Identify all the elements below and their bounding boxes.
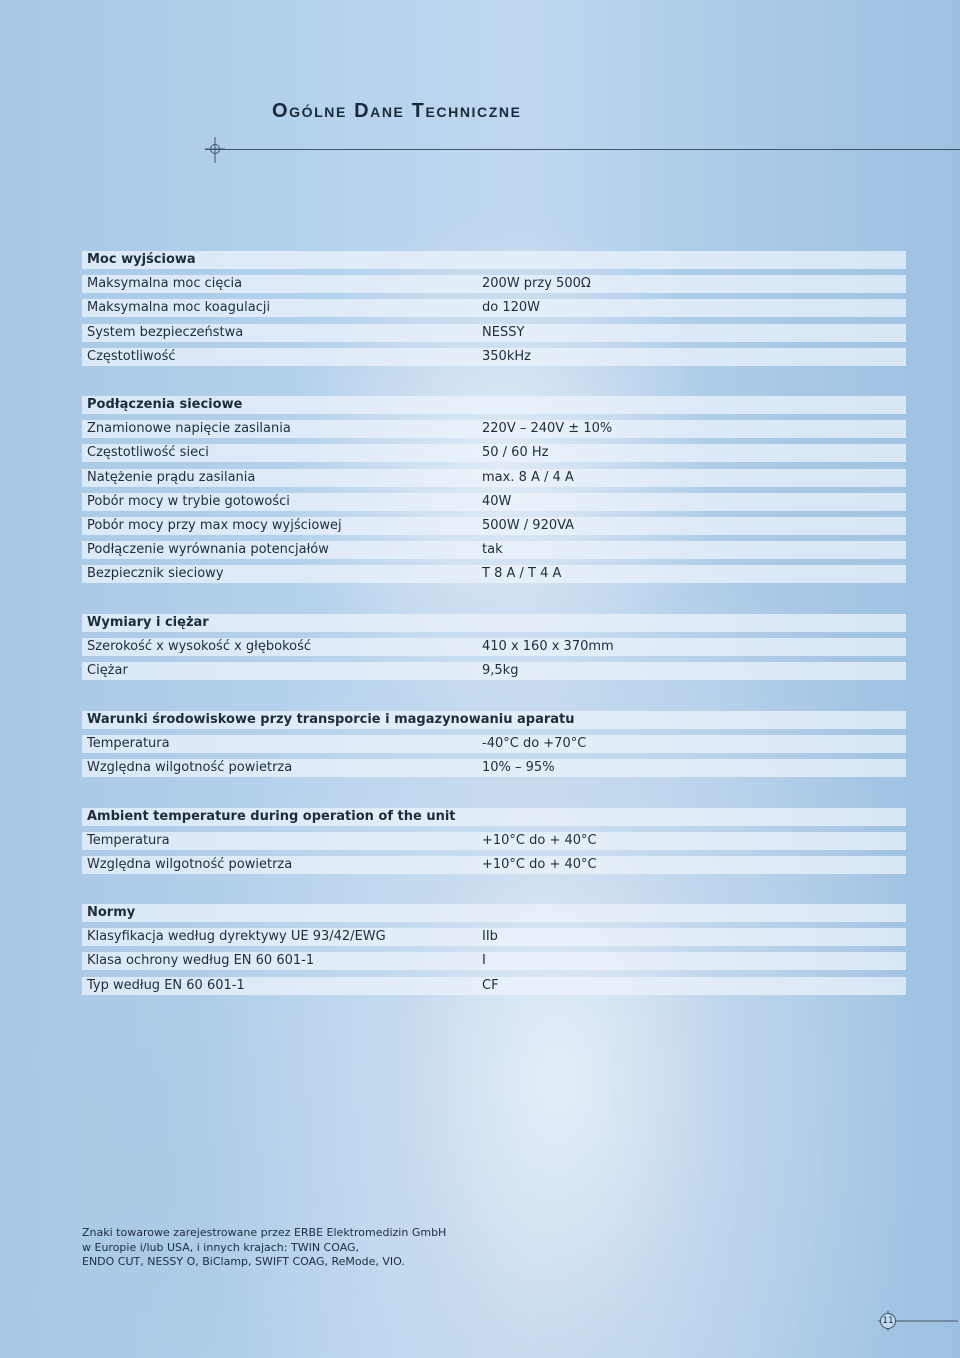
spec-label: Klasa ochrony według EN 60 601-1 (87, 953, 315, 969)
spec-value: do 120W (482, 300, 541, 316)
section-standards (82, 904, 906, 1001)
spec-row (82, 928, 906, 946)
footnote-line: w Europie i/lub USA, i innych krajach: TWIN COAG, (82, 1240, 360, 1254)
spec-label: Ciężar (87, 663, 128, 679)
spec-label: Klasyfikacja według dyrektywy UE 93/42/EWG (87, 929, 386, 945)
page-number: 11 (882, 1316, 894, 1326)
section-heading: Moc wyjściowa (87, 252, 196, 267)
spec-row (82, 541, 906, 559)
section-dimensions-weight (82, 614, 906, 687)
spec-row (82, 420, 906, 438)
spec-label: System bezpieczeństwa (87, 324, 244, 340)
section-heading: Wymiary i ciężar (87, 615, 209, 630)
spec-row (82, 517, 906, 535)
spec-label: Znamionowe napięcie zasilania (87, 421, 291, 437)
spec-row (82, 759, 906, 777)
spec-row (82, 735, 906, 753)
spec-row (82, 444, 906, 462)
spec-value: 200W przy 500Ω (482, 276, 591, 292)
spec-label: Temperatura (87, 833, 170, 849)
spec-value: 9,5kg (482, 663, 519, 679)
spec-row (82, 565, 906, 583)
spec-row (82, 469, 906, 487)
section-heading: Normy (87, 905, 136, 920)
spec-value: 410 x 160 x 370mm (482, 639, 614, 655)
footnote-line: ENDO CUT, NESSY O, BiClamp, SWIFT COAG, ReMode, VIO. (82, 1255, 405, 1268)
spec-label: Względna wilgotność powietrza (87, 857, 293, 873)
section-heading-row (82, 904, 906, 922)
section-transport-storage-conditions (82, 711, 906, 784)
spec-row (82, 299, 906, 317)
section-heading: Ambient temperature during operation of the unit (87, 809, 456, 824)
section-heading: Podłączenia sieciowe (87, 397, 243, 412)
spec-value: NESSY (482, 324, 525, 340)
spec-row (82, 638, 906, 656)
spec-row (82, 662, 906, 680)
spec-label: Względna wilgotność powietrza (87, 760, 293, 776)
spec-row (82, 856, 906, 874)
spec-row (82, 977, 906, 995)
spec-value: +10°C do + 40°C (482, 857, 597, 873)
spec-label: Podłączenie wyrównania potencjałów (87, 542, 329, 558)
spec-value: CF (482, 977, 499, 993)
page-title: Ogólne Dane Techniczne (272, 100, 522, 122)
section-heading-row (82, 614, 906, 632)
section-heading-row (82, 808, 906, 826)
spec-value: +10°C do + 40°C (482, 833, 597, 849)
spec-label: Maksymalna moc koagulacji (87, 300, 271, 316)
spec-row (82, 324, 906, 342)
spec-label: Bezpiecznik sieciowy (87, 566, 224, 582)
spec-label: Natężenie prądu zasilania (87, 469, 256, 485)
registration-mark-icon (205, 137, 225, 163)
section-mains-connection (82, 396, 906, 590)
spec-row (82, 832, 906, 850)
spec-row (82, 952, 906, 970)
section-operating-conditions (82, 808, 906, 881)
trademark-footnote (82, 1226, 446, 1270)
spec-label: Typ według EN 60 601-1 (87, 977, 245, 993)
spec-value: 500W / 920VA (482, 517, 575, 533)
spec-value: 10% – 95% (482, 760, 555, 776)
footnote-line: Znaki towarowe zarejestrowane przez ERBE Elektromedizin GmbH (82, 1226, 447, 1239)
spec-value: -40°C do +70°C (482, 736, 587, 752)
spec-value: 220V – 240V ± 10% (482, 421, 613, 437)
section-heading-row (82, 711, 906, 729)
spec-value: 350kHz (482, 348, 531, 364)
section-heading-row (82, 251, 906, 269)
spec-label: Częstotliwość (87, 348, 176, 364)
spec-row (82, 493, 906, 511)
spec-value: T 8 A / T 4 A (482, 566, 562, 582)
spec-value: IIb (482, 929, 498, 945)
spec-label: Maksymalna moc cięcia (87, 276, 243, 292)
spec-value: tak (482, 542, 503, 558)
spec-label: Temperatura (87, 736, 170, 752)
section-output-power (82, 251, 906, 372)
title-rule (205, 149, 960, 150)
spec-value: 50 / 60 Hz (482, 445, 549, 461)
spec-value: 40W (482, 493, 512, 509)
spec-label: Szerokość x wysokość x głębokość (87, 639, 312, 655)
spec-row (82, 275, 906, 293)
spec-value: max. 8 A / 4 A (482, 469, 574, 485)
spec-label: Częstotliwość sieci (87, 445, 209, 461)
section-heading: Warunki środowiskowe przy transporcie i magazynowaniu aparatu (87, 712, 575, 727)
spec-value: I (482, 953, 486, 969)
spec-label: Pobór mocy przy max mocy wyjściowej (87, 517, 342, 533)
spec-row (82, 348, 906, 366)
section-heading-row (82, 396, 906, 414)
spec-label: Pobór mocy w trybie gotowości (87, 493, 290, 509)
